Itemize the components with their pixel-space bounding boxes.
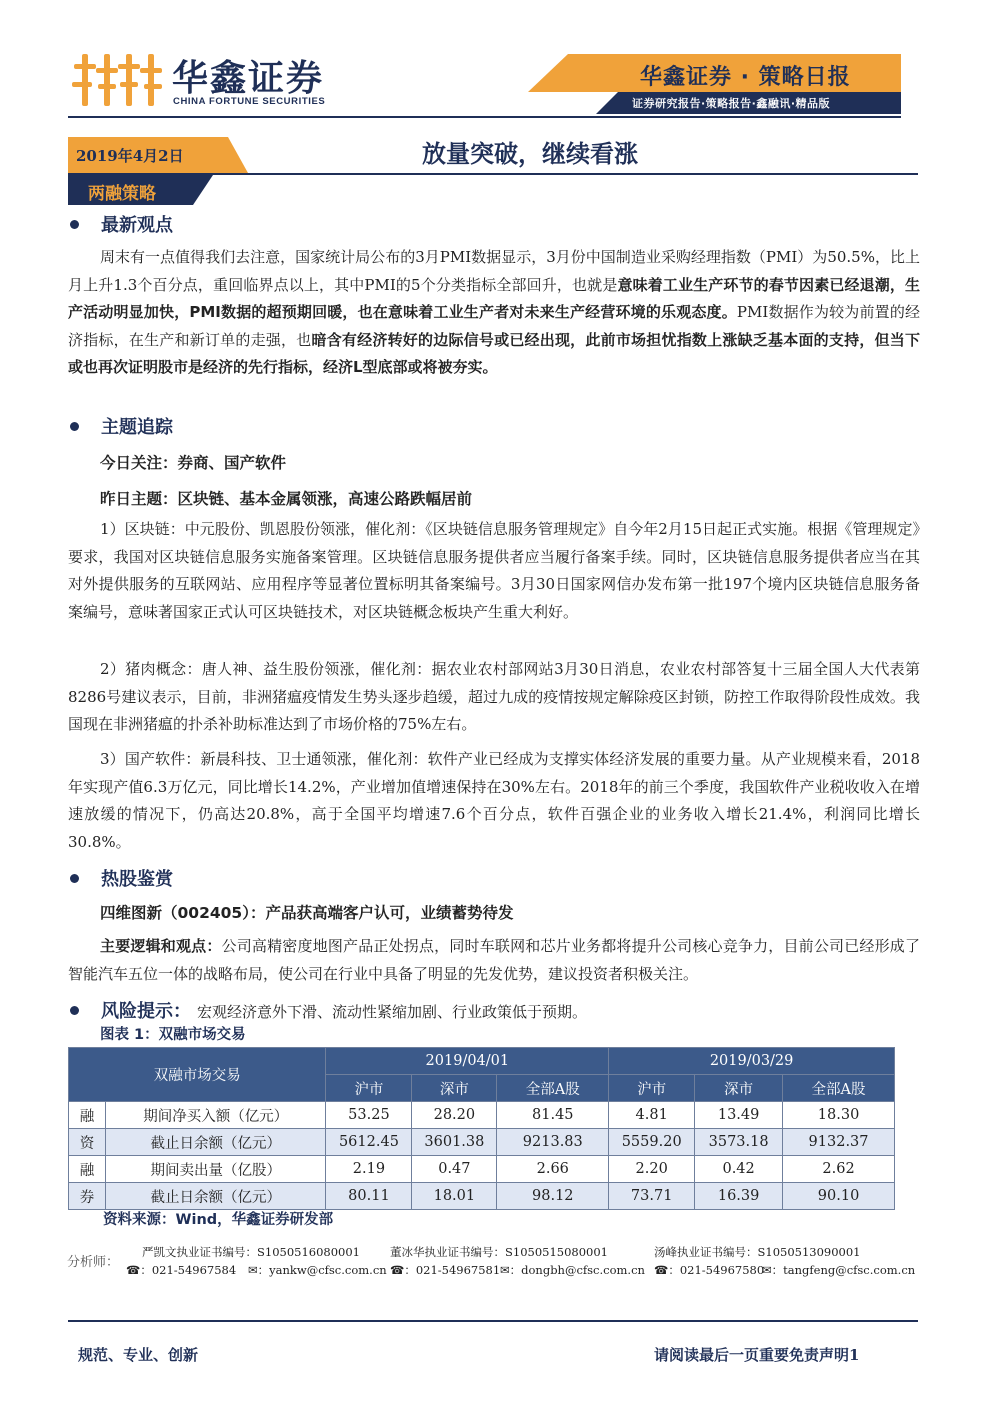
table-cell: 98.12 [497, 1183, 609, 1210]
bullet-icon [70, 874, 79, 883]
theme-today: 今日关注：券商、国产软件 [100, 454, 287, 472]
logo-emblem-icon [68, 44, 168, 114]
theme-item-software: 3）国产软件：新晨科技、卫士通领涨，催化剂：软件产业已经成为支撑实体经济发展的重要力量。从产业规模来看，2018年实现产值6.3万亿元，同比增长14.2%，产业增加值增速保持在30%左右。2018年的前三个季度，我国软件产业税收收入在增速放缓的情况下，仍高达20.8%，高于全国平均增速7.6个百分点，软件百强企业的业务收入增长21.4%，利润同比增长30.8%。 [68, 750, 920, 851]
table-cell: 28.20 [412, 1102, 497, 1129]
table-caption: 图表 1：双融市场交易 [100, 1027, 246, 1043]
analyst-email[interactable]: ✉：yankw@cfsc.com.cn [248, 1263, 387, 1277]
table-corner-header: 双融市场交易 [69, 1048, 326, 1102]
table-row-label: 截止日余额（亿元） [105, 1183, 326, 1210]
latest-view-paragraph: 周末有一点值得我们去注意，国家统计局公布的3月PMI数据显示，3月份中国制造业采购经理指数（PMI）为50.5%，比上月上升1.3个百分点，重回临界点以上，其中PMI的5个分类指标全部回升，也就是意味着工业生产环节的春节因素已经退潮，生产活动明显加快，PMI数据的超预期回暖，也在意味着工业生产者对未来生产经营环境的乐观态度。PMI数据作为较为前置的经济指标，在生产和新订单的走强，也暗含有经济转好的边际信号或已经出现，此前市场担忧指数上涨缺乏基本面的支持，但当下或也再次证明股市是经济的先行指标，经济L型底部或将被夯实。 [68, 248, 920, 376]
analyst-name: 董冰华执业证书编号：S1050515080001 [390, 1245, 608, 1259]
analyst-email[interactable]: ✉：tangfeng@cfsc.com.cn [762, 1263, 916, 1277]
table-cell: 13.49 [695, 1102, 783, 1129]
hot-stock-logic: 主要逻辑和观点：公司高精密度地图产品正处拐点，同时车联网和芯片业务都将提升公司核心竞争力，目前公司已经形成了智能汽车五位一体的战略布局，使公司在行业中具备了明显的先发优势，建议投资者积极关注。 [68, 937, 920, 983]
table-row-label: 期间净买入额（亿元） [105, 1102, 326, 1129]
category-tag-text: 两融策略 [88, 184, 156, 204]
table-row-label: 期间卖出量（亿股） [105, 1156, 326, 1183]
table-source: 资料来源：Wind，华鑫证券研发部 [103, 1212, 334, 1228]
header-banner-title: 华鑫证券 · 策略日报 [640, 65, 851, 90]
table-cell: 53.25 [326, 1102, 412, 1129]
section-heading-hot: 热股鉴赏 [70, 865, 173, 891]
header-subbanner-text: 证券研究报告·策略报告·鑫融讯·精品版 [632, 97, 831, 110]
table-row-label: 截止日余额（亿元） [105, 1129, 326, 1156]
analyst-name: 严凯文执业证书编号：S1050516080001 [142, 1245, 360, 1259]
table-cell: 16.39 [695, 1183, 783, 1210]
table-date-header-2: 2019/03/29 [609, 1048, 895, 1075]
table-row [69, 1102, 895, 1129]
table-cell: 2.19 [326, 1156, 412, 1183]
table-cell: 80.11 [326, 1183, 412, 1210]
footer-divider [68, 1320, 918, 1322]
table-row [69, 1156, 895, 1183]
table-col-header: 深市 [695, 1075, 783, 1102]
table-cell: 0.47 [412, 1156, 497, 1183]
bullet-icon [70, 422, 79, 431]
footer-disclaimer: 请阅读最后一页重要免责声明1 [654, 1346, 860, 1364]
table-col-header: 全部A股 [497, 1075, 609, 1102]
table-date-header-1: 2019/04/01 [326, 1048, 609, 1075]
table-cell: 5612.45 [326, 1129, 412, 1156]
table-group-label: 资 [69, 1129, 106, 1156]
margin-trading-table [68, 1047, 895, 1210]
theme-item-pork: 2）猪肉概念：唐人神、益生股份领涨，催化剂：据农业农村部网站3月30日消息，农业农村部答复十三届全国人大代表第8286号建议表示，目前，非洲猪瘟疫情发生势头逐步趋缓，超过九成的疫情按规定解除疫区封锁，防控工作取得阶段性成效。我国现在非洲猪瘟的扑杀补助标准达到了市场价格的75%左右。 [68, 660, 920, 733]
table-group-label: 融 [69, 1102, 106, 1129]
analyst-phone: ☎：021-54967580 [654, 1263, 765, 1277]
logo-cn-text: 华鑫证券 [172, 58, 325, 99]
table-cell: 18.01 [412, 1183, 497, 1210]
theme-yesterday: 昨日主题：区块链、基本金属领涨，高速公路跌幅居前 [100, 490, 473, 508]
hot-stock-title: 四维图新（002405）：产品获高端客户认可，业绩蓄势待发 [100, 904, 514, 922]
table-cell: 9132.37 [783, 1129, 895, 1156]
table-col-header: 沪市 [609, 1075, 695, 1102]
table-cell: 4.81 [609, 1102, 695, 1129]
report-title: 放量突破，继续看涨 [422, 140, 638, 168]
table-col-header: 深市 [412, 1075, 497, 1102]
table-cell: 81.45 [497, 1102, 609, 1129]
table-col-header: 全部A股 [783, 1075, 895, 1102]
theme-item-blockchain: 1）区块链：中元股份、凯恩股份领涨，催化剂：《区块链信息服务管理规定》自今年2月15日起正式实施。根据《管理规定》要求，我国对区块链信息服务实施备案管理。区块链信息服务提供者应当履行备案手续。同时，区块链信息服务提供者应当在其对外提供服务的互联网站、应用程序等显著位置标明其备案编号。3月30日国家网信办发布第一批197个境内区块链信息服务备案编号，意味著国家正式认可区块链技术，对区块链概念板块产生重大利好。 [68, 520, 920, 621]
section-heading-risk: 风险提示： 宏观经济意外下滑、流动性紧缩加剧、行业政策低于预期。 [70, 997, 587, 1023]
table-row [69, 1129, 895, 1156]
analyst-label: 分析师： [67, 1255, 120, 1270]
title-divider [68, 173, 918, 175]
table-cell: 2.20 [609, 1156, 695, 1183]
footer-slogan: 规范、专业、创新 [78, 1346, 199, 1364]
header-divider [68, 116, 901, 118]
table-col-header: 沪市 [326, 1075, 412, 1102]
table-cell: 90.10 [783, 1183, 895, 1210]
table-cell: 18.30 [783, 1102, 895, 1129]
risk-text: 宏观经济意外下滑、流动性紧缩加剧、行业政策低于预期。 [197, 1003, 588, 1021]
bullet-icon [70, 1006, 79, 1015]
table-group-label: 券 [69, 1183, 106, 1210]
analyst-phone: ☎：021-54967584 [126, 1263, 237, 1277]
report-date: 2019年4月2日 [76, 147, 184, 165]
logo-en-text: CHINA FORTUNE SECURITIES [173, 96, 326, 107]
section-heading-latest: 最新观点 [70, 211, 173, 237]
section-heading-theme: 主题追踪 [70, 413, 173, 439]
table-cell: 0.42 [695, 1156, 783, 1183]
table-cell: 2.62 [783, 1156, 895, 1183]
table-cell: 2.66 [497, 1156, 609, 1183]
table-row [69, 1183, 895, 1210]
table-cell: 5559.20 [609, 1129, 695, 1156]
bullet-icon [70, 220, 79, 229]
table-cell: 73.71 [609, 1183, 695, 1210]
analyst-name: 汤峰执业证书编号：S1050513090001 [654, 1245, 861, 1259]
analyst-email[interactable]: ✉：dongbh@cfsc.com.cn [500, 1263, 645, 1277]
table-cell: 3601.38 [412, 1129, 497, 1156]
table-cell: 9213.83 [497, 1129, 609, 1156]
analyst-phone: ☎：021-54967581 [390, 1263, 501, 1277]
table-group-label: 融 [69, 1156, 106, 1183]
table-cell: 3573.18 [695, 1129, 783, 1156]
